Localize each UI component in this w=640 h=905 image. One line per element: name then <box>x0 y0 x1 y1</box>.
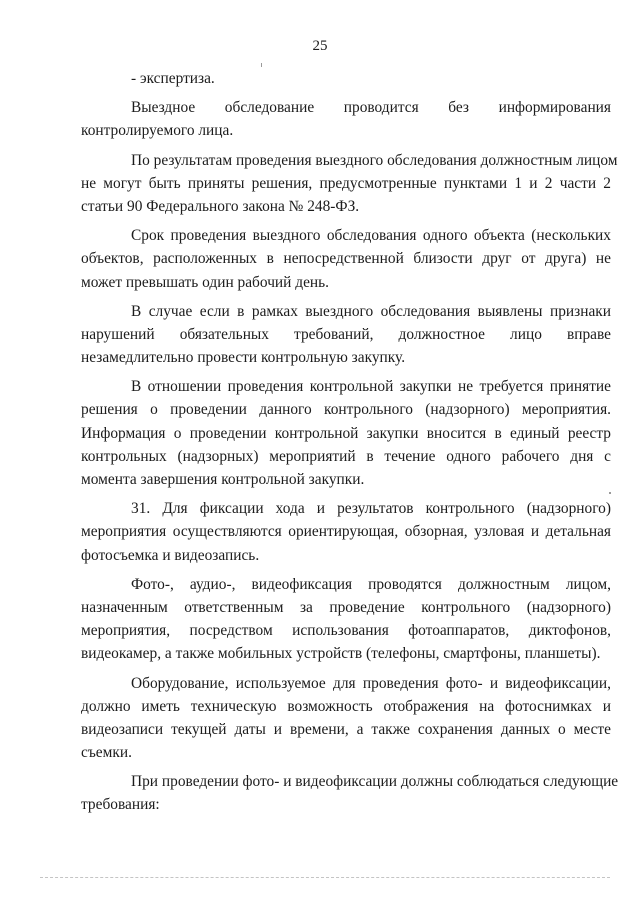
text-line: съемки. <box>81 744 132 762</box>
text-line: контролируемого лица. <box>81 122 234 140</box>
text-line: объектов, расположенных в непосредственной близости друг от друга) не <box>81 250 611 268</box>
text-line: По результатам проведения выездного обследования должностным лицом <box>131 151 618 169</box>
paragraph <box>81 96 611 142</box>
text-line: нарушений обязательных требований, должностное лицо вправе <box>81 325 611 343</box>
text-line: должно иметь техническую возможность отображения на фотоснимках и <box>81 697 611 715</box>
text-line: незамедлительно провести контрольную закупку. <box>81 349 406 367</box>
footer-rule <box>40 877 610 878</box>
text-line: не могут быть приняты решения, предусмотренные пунктами 1 и 2 части 2 <box>81 174 611 192</box>
text-line: Выездное обследование проводится без информирования <box>131 99 611 117</box>
text-line: Срок проведения выездного обследования одного объекта (нескольких <box>131 227 611 245</box>
text-line: может превышать один рабочий день. <box>81 273 330 291</box>
text-line: При проведении фото- и видеофиксации должны соблюдаться следующие <box>131 773 619 791</box>
page-number: 25 <box>312 38 328 54</box>
paragraph <box>81 573 611 666</box>
document-body <box>81 67 619 823</box>
text-line: контрольных (надзорных) мероприятий в течение одного рабочего дня с <box>81 447 611 465</box>
text-line: Фото-, аудио-, видеофиксация проводятся должностным лицом, <box>131 575 611 593</box>
text-line: требования: <box>81 796 160 814</box>
paragraph <box>121 67 611 90</box>
text-line: Информация о проведении контрольной закупки вносится в единый реестр <box>81 424 611 442</box>
text-line: статьи 90 Федерального закона № 248-ФЗ. <box>81 197 360 215</box>
text-line: видеозаписи текущей даты и времени, а также сохранения данных о месте <box>81 720 611 738</box>
text-line: - экспертиза. <box>131 70 215 87</box>
text-line: видеокамер, а также мобильных устройств (телефоны, смартфоны, планшеты). <box>81 645 601 663</box>
text-line: решения о проведении данного контрольного (надзорного) мероприятия. <box>81 401 611 419</box>
text-line: мероприятия осуществляются ориентирующая, обзорная, узловая и детальная <box>81 523 611 541</box>
text-line: назначенным ответственным за проведение контрольного (надзорного) <box>81 598 611 616</box>
paragraph <box>81 300 611 370</box>
text-line: фотосъемка и видеозапись. <box>81 546 260 564</box>
text-line: мероприятия, посредством использования фотоаппаратов, диктофонов, <box>81 622 611 640</box>
text-line: 31. Для фиксации хода и результатов контрольного (надзорного) <box>131 500 611 518</box>
paragraph <box>81 770 619 816</box>
paragraph <box>81 497 611 567</box>
paragraph <box>81 149 618 219</box>
paragraph <box>81 224 611 294</box>
paragraph <box>81 672 611 765</box>
text-line: Оборудование, используемое для проведения фото- и видеофиксации, <box>131 674 611 692</box>
paragraph <box>81 375 611 491</box>
text-line: момента завершения контрольной закупки. <box>81 471 365 488</box>
text-line: В отношении проведения контрольной закупки не требуется принятие <box>131 378 611 396</box>
text-line: В случае если в рамках выездного обследования выявлены признаки <box>131 302 611 320</box>
